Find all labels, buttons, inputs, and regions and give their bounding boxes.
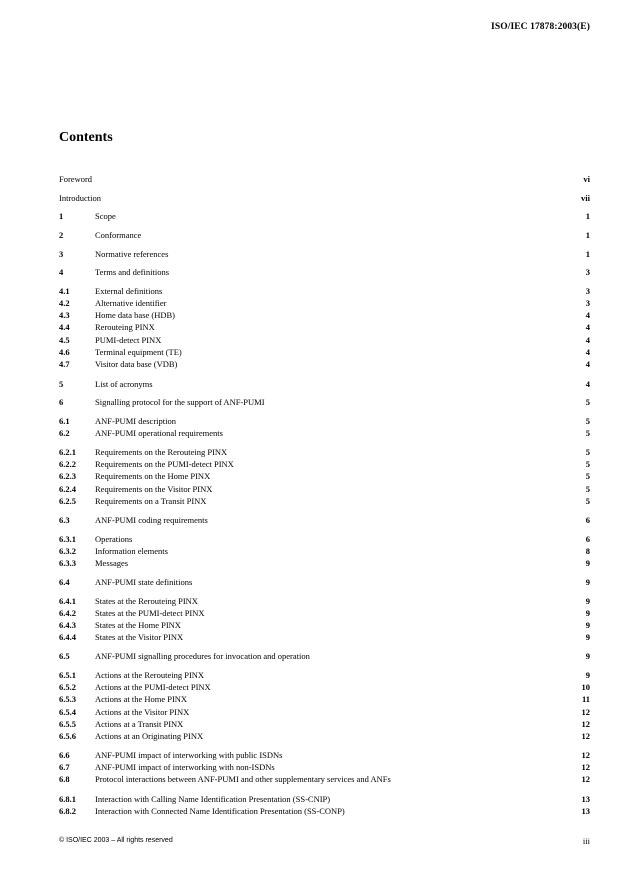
toc-entry-page: 12 (581, 707, 590, 717)
toc-entry-title: ANF-PUMI operational requirements (95, 428, 223, 438)
toc-entry-page: 4 (585, 359, 590, 369)
toc-entry[interactable] (59, 230, 590, 241)
toc-entry-title: Rerouteing PINX (95, 322, 155, 332)
toc-entry-page: 5 (585, 447, 590, 457)
toc-entry-number: 6.5.3 (59, 694, 76, 704)
toc-entry-title: PUMI-detect PINX (95, 335, 162, 345)
toc-entry-page: 5 (585, 496, 590, 506)
toc-entry-title: ANF-PUMI signalling procedures for invocation and operation (95, 651, 310, 661)
toc-entry-number: 6.1 (59, 416, 70, 426)
toc-entry-number: 4 (59, 267, 64, 277)
toc-entry-title: States at the Home PINX (95, 620, 181, 630)
toc-entry-number: 6.8.2 (59, 806, 76, 816)
toc-entry-number: 6 (59, 397, 64, 407)
toc-entry[interactable] (59, 379, 590, 390)
toc-entry-page: 12 (581, 762, 590, 772)
toc-entry-title: Visitor data base (VDB) (95, 359, 178, 369)
toc-entry-title: Normative references (95, 249, 169, 259)
toc-entry-title: Scope (95, 211, 116, 221)
toc-entry-page: 5 (585, 459, 590, 469)
toc-entry[interactable] (59, 651, 590, 662)
toc-entry-page: 9 (585, 558, 590, 568)
toc-entry-title: ANF-PUMI impact of interworking with non-ISDNs (95, 762, 275, 772)
toc-entry-page: 1 (585, 249, 590, 259)
toc-entry-title: Actions at the Rerouteing PINX (95, 670, 205, 680)
toc-entry[interactable] (59, 298, 590, 309)
toc-entry-number: 6.4.2 (59, 608, 76, 618)
toc-entry-page: 4 (585, 310, 590, 320)
toc-entry-number: 6.2.1 (59, 447, 76, 457)
toc-entry-page: 9 (585, 577, 590, 587)
toc-entry-number: 6.7 (59, 762, 70, 772)
toc-entry[interactable] (59, 211, 590, 222)
toc-entry[interactable] (59, 546, 590, 557)
toc-entry-title: Interaction with Connected Name Identification Presentation (SS-CONP) (95, 806, 345, 816)
toc-entry-page: 5 (585, 397, 590, 407)
toc-entry[interactable] (59, 608, 590, 619)
toc-entry-title: ANF-PUMI coding requirements (95, 515, 208, 525)
toc-entry-title: Requirements on a Transit PINX (95, 496, 207, 506)
toc-entry-number: 6.6 (59, 750, 70, 760)
page-number: iii (582, 836, 590, 846)
toc-entry-number: 6.2.4 (59, 484, 76, 494)
toc-entry-page: 1 (585, 211, 590, 221)
toc-entry-page: 4 (585, 322, 590, 332)
toc-entry-page: 12 (581, 774, 590, 784)
toc-entry-page: 5 (585, 484, 590, 494)
toc-entry[interactable] (59, 558, 590, 569)
toc-entry-title: States at the Rerouteing PINX (95, 596, 198, 606)
toc-entry[interactable] (59, 397, 590, 408)
toc-entry-page: 1 (585, 230, 590, 240)
toc-entry-number: 6.3.1 (59, 534, 76, 544)
toc-entry-number: 4.4 (59, 322, 70, 332)
toc-entry-page: 4 (585, 347, 590, 357)
toc-entry-page: vii (581, 193, 590, 203)
toc-entry[interactable] (59, 794, 590, 805)
toc-entry[interactable] (59, 682, 590, 693)
toc-entry[interactable] (59, 416, 590, 427)
toc-entry-number: 6.4.4 (59, 632, 76, 642)
toc-entry-number: 6.3 (59, 515, 70, 525)
toc-entry-page: 6 (585, 515, 590, 525)
toc-entry[interactable] (59, 750, 590, 761)
toc-entry-page: 3 (585, 267, 590, 277)
toc-entry-number: 6.5.6 (59, 731, 76, 741)
document-id-header: ISO/IEC 17878:2003(E) (491, 22, 590, 32)
toc-entry-title: Operations (95, 534, 133, 544)
toc-entry-title: ANF-PUMI impact of interworking with public ISDNs (95, 750, 283, 760)
toc-entry-page: 8 (585, 546, 590, 556)
toc-entry-number: 4.2 (59, 298, 70, 308)
toc-entry-page: 5 (585, 471, 590, 481)
toc-entry-page: 9 (585, 620, 590, 630)
toc-entry-title: Requirements on the Rerouteing PINX (95, 447, 228, 457)
toc-entry[interactable] (59, 249, 590, 260)
toc-entry-title: Requirements on the Visitor PINX (95, 484, 213, 494)
toc-entry-number: 4.7 (59, 359, 70, 369)
toc-entry[interactable] (59, 620, 590, 631)
toc-entry-number: 5 (59, 379, 64, 389)
toc-entry[interactable] (59, 459, 590, 470)
toc-entry[interactable] (59, 174, 590, 185)
toc-entry-page: 5 (585, 428, 590, 438)
toc-entry-title: Introduction (59, 193, 102, 203)
toc-entry-number: 6.5.2 (59, 682, 76, 692)
toc-entry-title: List of acronyms (95, 379, 153, 389)
toc-entry-number: 6.2 (59, 428, 70, 438)
toc-entry[interactable] (59, 193, 590, 204)
toc-entry-page: 9 (585, 632, 590, 642)
toc-entry[interactable] (59, 267, 590, 278)
toc-entry-title: ANF-PUMI state definitions (95, 577, 193, 587)
toc-entry-page: 4 (585, 335, 590, 345)
toc-entry-title: Home data base (HDB) (95, 310, 176, 320)
toc-entry[interactable] (59, 335, 590, 346)
toc-entry[interactable] (59, 670, 590, 681)
toc-entry-number: 2 (59, 230, 64, 240)
toc-entry-number: 6.3.2 (59, 546, 76, 556)
toc-entry-title: Foreword (59, 174, 93, 184)
toc-entry-title: Terminal equipment (TE) (95, 347, 182, 357)
toc-entry[interactable] (59, 596, 590, 607)
toc-entry-page: 3 (585, 298, 590, 308)
toc-entry[interactable] (59, 806, 590, 817)
toc-entry-title: States at the PUMI-detect PINX (95, 608, 205, 618)
toc-entry-page: 12 (581, 731, 590, 741)
toc-entry-title: Signalling protocol for the support of ANF-PUMI (95, 397, 265, 407)
toc-entry[interactable] (59, 774, 590, 785)
toc-entry-number: 4.3 (59, 310, 70, 320)
toc-entry-title: Actions at the PUMI-detect PINX (95, 682, 211, 692)
toc-entry-page: 12 (581, 750, 590, 760)
toc-entry[interactable] (59, 632, 590, 643)
toc-entry-title: Terms and definitions (95, 267, 170, 277)
toc-entry[interactable] (59, 762, 590, 773)
toc-entry-page: 9 (585, 670, 590, 680)
toc-entry-number: 4.6 (59, 347, 70, 357)
toc-entry-page: 5 (585, 416, 590, 426)
toc-entry-number: 6.5.5 (59, 719, 76, 729)
toc-entry-page: 12 (581, 719, 590, 729)
toc-entry[interactable] (59, 719, 590, 730)
toc-entry[interactable] (59, 484, 590, 495)
toc-entry-page: 13 (581, 794, 590, 804)
toc-entry-title: Actions at the Visitor PINX (95, 707, 190, 717)
toc-entry[interactable] (59, 471, 590, 482)
toc-entry-page: 6 (585, 534, 590, 544)
toc-entry-number: 6.4 (59, 577, 70, 587)
toc-entry-title: Information elements (95, 546, 168, 556)
toc-entry-page: vi (583, 174, 590, 184)
toc-entry-number: 6.8 (59, 774, 70, 784)
toc-entry-title: States at the Visitor PINX (95, 632, 184, 642)
toc-entry[interactable] (59, 496, 590, 507)
toc-entry-title: Interaction with Calling Name Identification Presentation (SS-CNIP) (95, 794, 331, 804)
toc-entry[interactable] (59, 286, 590, 297)
toc-entry-number: 3 (59, 249, 64, 259)
toc-entry-page: 9 (585, 608, 590, 618)
toc-entry-title: Messages (95, 558, 129, 568)
toc-entry-number: 1 (59, 211, 64, 221)
toc-entry-number: 4.1 (59, 286, 70, 296)
toc-entry-page: 9 (585, 596, 590, 606)
toc-entry[interactable] (59, 310, 590, 321)
toc-entry-number: 6.4.3 (59, 620, 76, 630)
toc-entry-number: 6.2.5 (59, 496, 76, 506)
toc-entry-page: 4 (585, 379, 590, 389)
toc-entry[interactable] (59, 694, 590, 705)
toc-entry-title: Actions at a Transit PINX (95, 719, 184, 729)
toc-entry[interactable] (59, 515, 590, 526)
toc-entry-title: Requirements on the Home PINX (95, 471, 211, 481)
toc-entry[interactable] (59, 577, 590, 588)
toc-entry-title: Conformance (95, 230, 142, 240)
toc-entry-number: 6.2.2 (59, 459, 76, 469)
toc-entry[interactable] (59, 347, 590, 358)
toc-entry-title: ANF-PUMI description (95, 416, 176, 426)
toc-entry[interactable] (59, 534, 590, 545)
toc-entry-title: Alternative identifier (95, 298, 167, 308)
toc-entry-page: 13 (581, 806, 590, 816)
toc-entry-number: 6.8.1 (59, 794, 76, 804)
toc-entry-number: 6.3.3 (59, 558, 76, 568)
toc-entry-page: 9 (585, 651, 590, 661)
toc-entry-number: 6.5.4 (59, 707, 76, 717)
toc-entry[interactable] (59, 447, 590, 458)
toc-entry-number: 4.5 (59, 335, 70, 345)
toc-entry-title: Requirements on the PUMI-detect PINX (95, 459, 234, 469)
toc-entry-page: 10 (581, 682, 590, 692)
toc-entry-page: 3 (585, 286, 590, 296)
toc-entry[interactable] (59, 428, 590, 439)
toc-entry[interactable] (59, 359, 590, 370)
toc-entry-number: 6.5 (59, 651, 70, 661)
toc-entry-number: 6.4.1 (59, 596, 76, 606)
toc-entry-title: Protocol interactions between ANF-PUMI and other supplementary services and ANFs (95, 774, 391, 784)
toc-entry[interactable] (59, 707, 590, 718)
copyright-footer: © ISO/IEC 2003 – All rights reserved (59, 837, 173, 844)
toc-entry[interactable] (59, 322, 590, 333)
toc-entry-number: 6.2.3 (59, 471, 76, 481)
toc-entry-title: Actions at the Home PINX (95, 694, 188, 704)
toc-entry-page: 11 (581, 694, 590, 704)
toc-entry-title: External definitions (95, 286, 163, 296)
toc-entry[interactable] (59, 731, 590, 742)
page-title: Contents (59, 130, 113, 145)
toc-entry-number: 6.5.1 (59, 670, 76, 680)
toc-entry-title: Actions at an Originating PINX (95, 731, 204, 741)
